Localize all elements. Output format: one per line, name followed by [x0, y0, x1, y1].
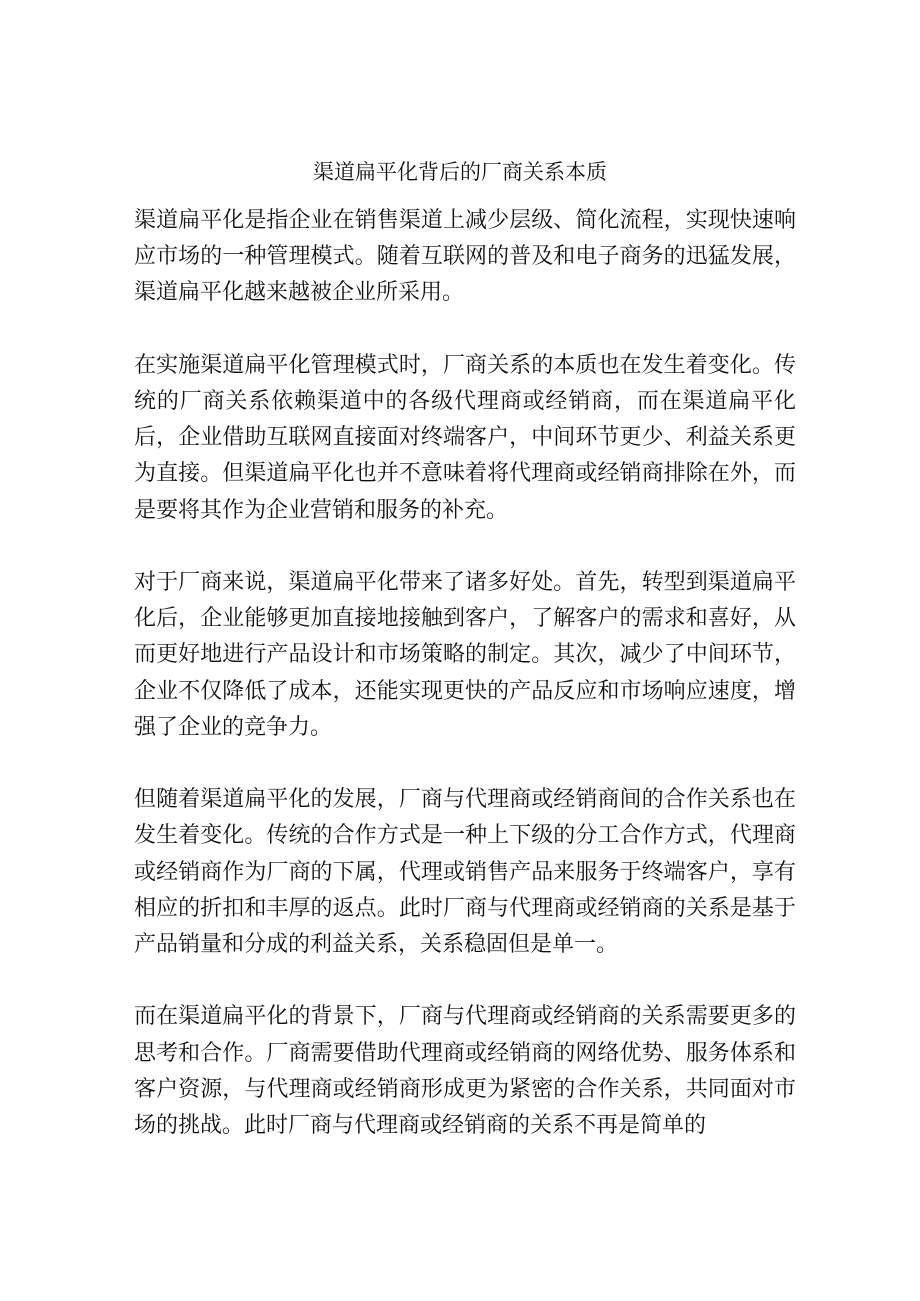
paragraph-2: 在实施渠道扁平化管理模式时，厂商关系的本质也在发生着变化。传统的厂商关系依赖渠道中的各级代理商或经销商，而在渠道扁平化后，企业借助互联网直接面对终端客户，中间环节更少、利益关系更为直接。但渠道扁平化也并不意味着将代理商或经销商排除在外，而是要将其作为企业营销和服务的补充。 — [134, 352, 796, 523]
paragraph-5: 而在渠道扁平化的背景下，厂商与代理商或经销商的关系需要更多的思考和合作。厂商需要借助代理商或经销商的网络优势、服务体系和客户资源，与代理商或经销商形成更为紧密的合作关系，共同面对市场的挑战。此时厂商与代理商或经销商的关系不再是简单的 — [134, 1004, 796, 1139]
document-body — [134, 203, 796, 1144]
paragraph-3: 对于厂商来说，渠道扁平化带来了诸多好处。首先，转型到渠道扁平化后，企业能够更加直接地接触到客户，了解客户的需求和喜好，从而更好地进行产品设计和市场策略的制定。其次，减少了中间环节，企业不仅降低了成本，还能实现更快的产品反应和市场响应速度，增强了企业的竞争力。 — [134, 570, 796, 740]
paragraph-1: 渠道扁平化是指企业在销售渠道上减少层级、简化流程，实现快速响应市场的一种管理模式。随着互联网的普及和电子商务的迅猛发展，渠道扁平化越来越被企业所采用。 — [134, 208, 796, 306]
paragraph-4: 但随着渠道扁平化的发展，厂商与代理商或经销商间的合作关系也在发生着变化。传统的合作方式是一种上下级的分工合作方式，代理商或经销商作为厂商的下属，代理或销售产品来服务于终端客户，享有相应的折扣和丰厚的返点。此时厂商与代理商或经销商的关系是基于产品销量和分成的利益关系，关系稳固但是单一。 — [134, 787, 796, 958]
document-title: 渠道扁平化背后的厂商关系本质 — [313, 160, 607, 184]
